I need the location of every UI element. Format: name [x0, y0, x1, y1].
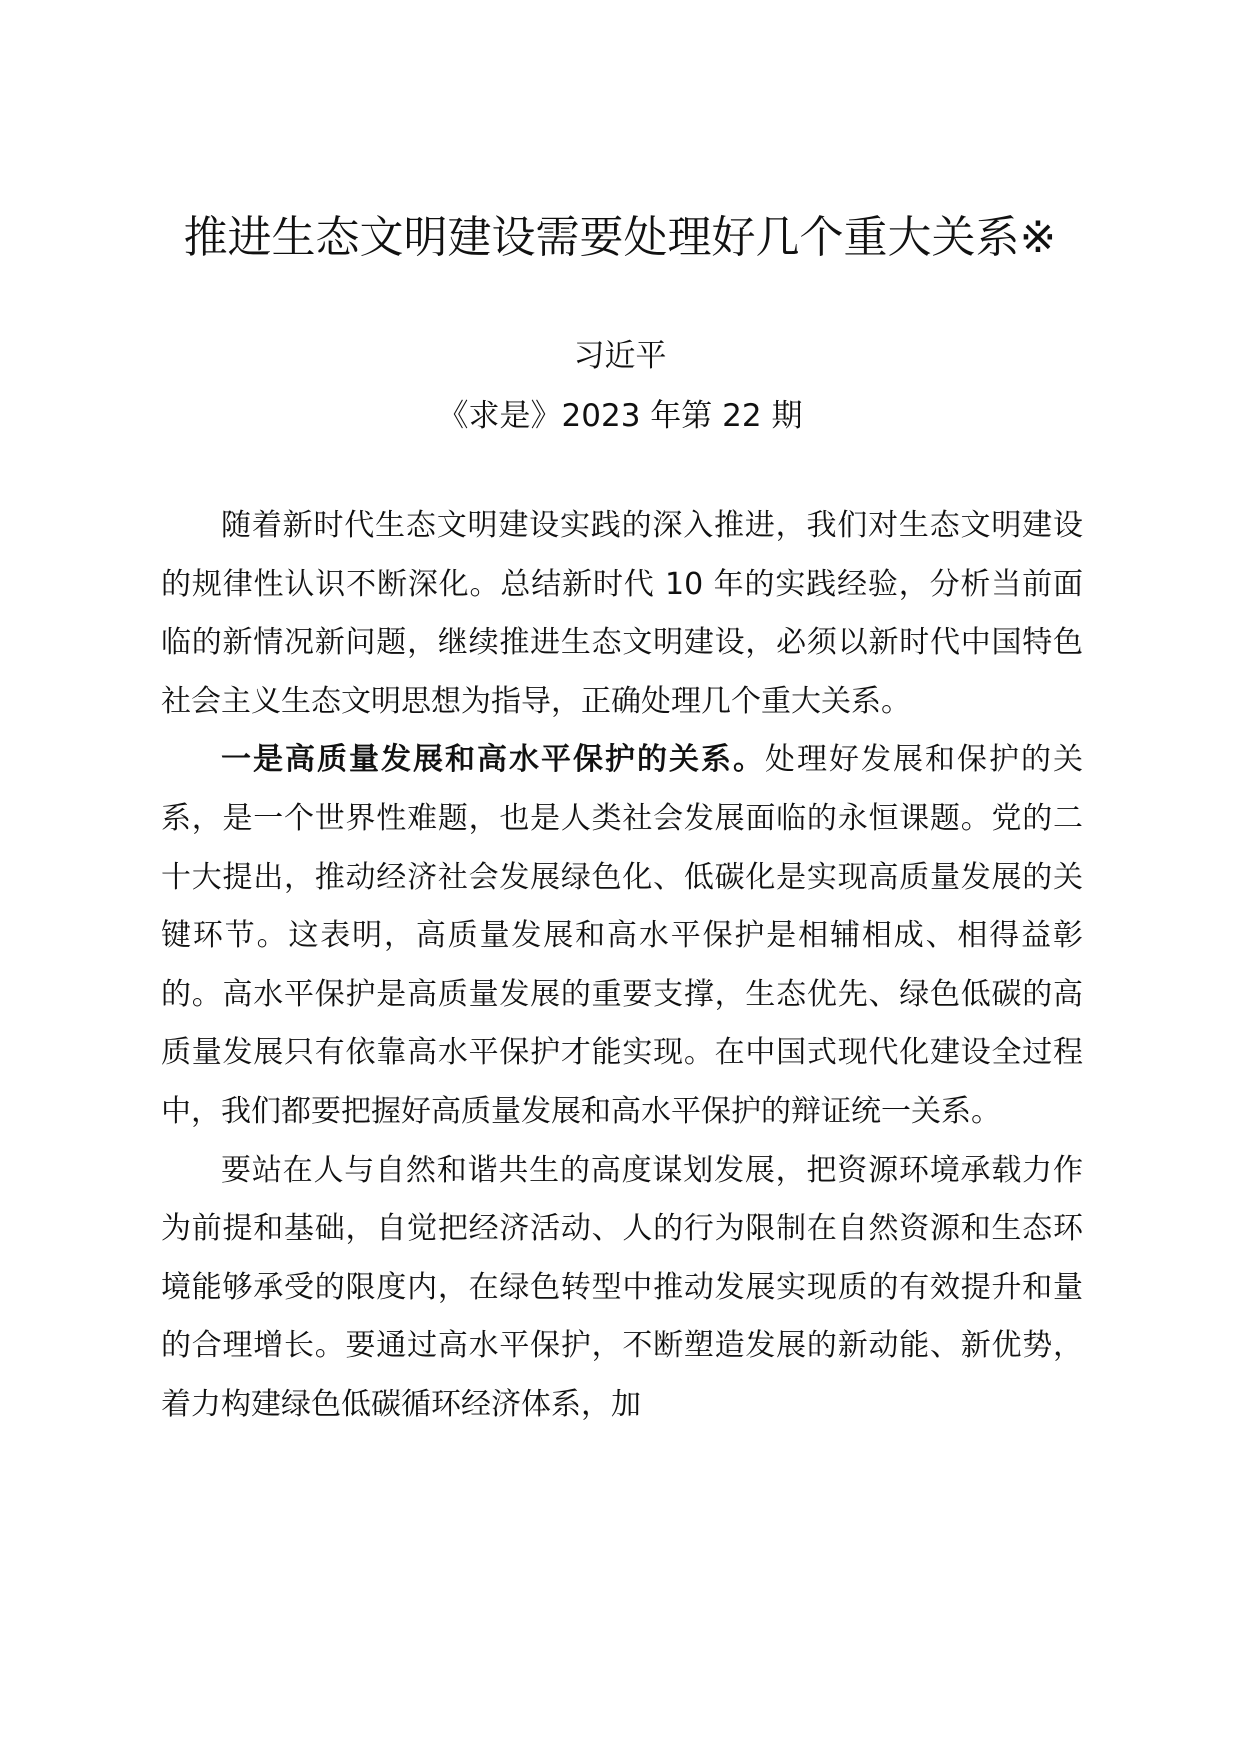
- paragraph-2-text: 处理好发展和保护的关系，是一个世界性难题，也是人类社会发展面临的永恒课题。党的二十大提出，推动经济社会发展绿色化、低碳化是实现高质量发展的关键环节。这表明，高质量发展和高水平保护是相辅相成、相得益彰的。高水平保护是高质量发展的重要支撑，生态优先、绿色低碳的高质量发展只有依靠高水平保护才能实现。在中国式现代化建设全过程中，我们都要把握好高质量发展和高水平保护的辩证统一关系。: [161, 742, 1083, 1129]
- document-title: 推进生态文明建设需要处理好几个重大关系※: [183, 212, 1057, 263]
- paragraph-1-text: 随着新时代生态文明建设实践的深入推进，我们对生态文明建设的规律性认识不断深化。总结新时代 10 年的实践经验，分析当前面临的新情况新问题，继续推进生态文明建设，必须以新时代中国特色社会主义生态文明思想为指导，正确处理几个重大关系。: [161, 508, 1083, 719]
- paragraph-2-lead: 一是高质量发展和高水平保护的关系。: [221, 742, 765, 778]
- author-name: 习近平: [573, 338, 667, 374]
- paragraph-3-text: 要站在人与自然和谐共生的高度谋划发展，把资源环境承载力作为前提和基础，自觉把经济活动、人的行为限制在自然资源和生态环境能够承受的限度内，在绿色转型中推动发展实现质的有效提升和量的合理增长。要通过高水平保护，不断塑造发展的新动能、新优势，着力构建绿色低碳循环经济体系，加: [161, 1152, 1083, 1422]
- paragraph-1: [161, 497, 1083, 731]
- paragraph-3: [161, 1142, 1083, 1435]
- publication-source: 《求是》2023 年第 22 期: [437, 398, 803, 434]
- body-text: [161, 497, 1083, 1435]
- paragraph-2: [161, 731, 1083, 1141]
